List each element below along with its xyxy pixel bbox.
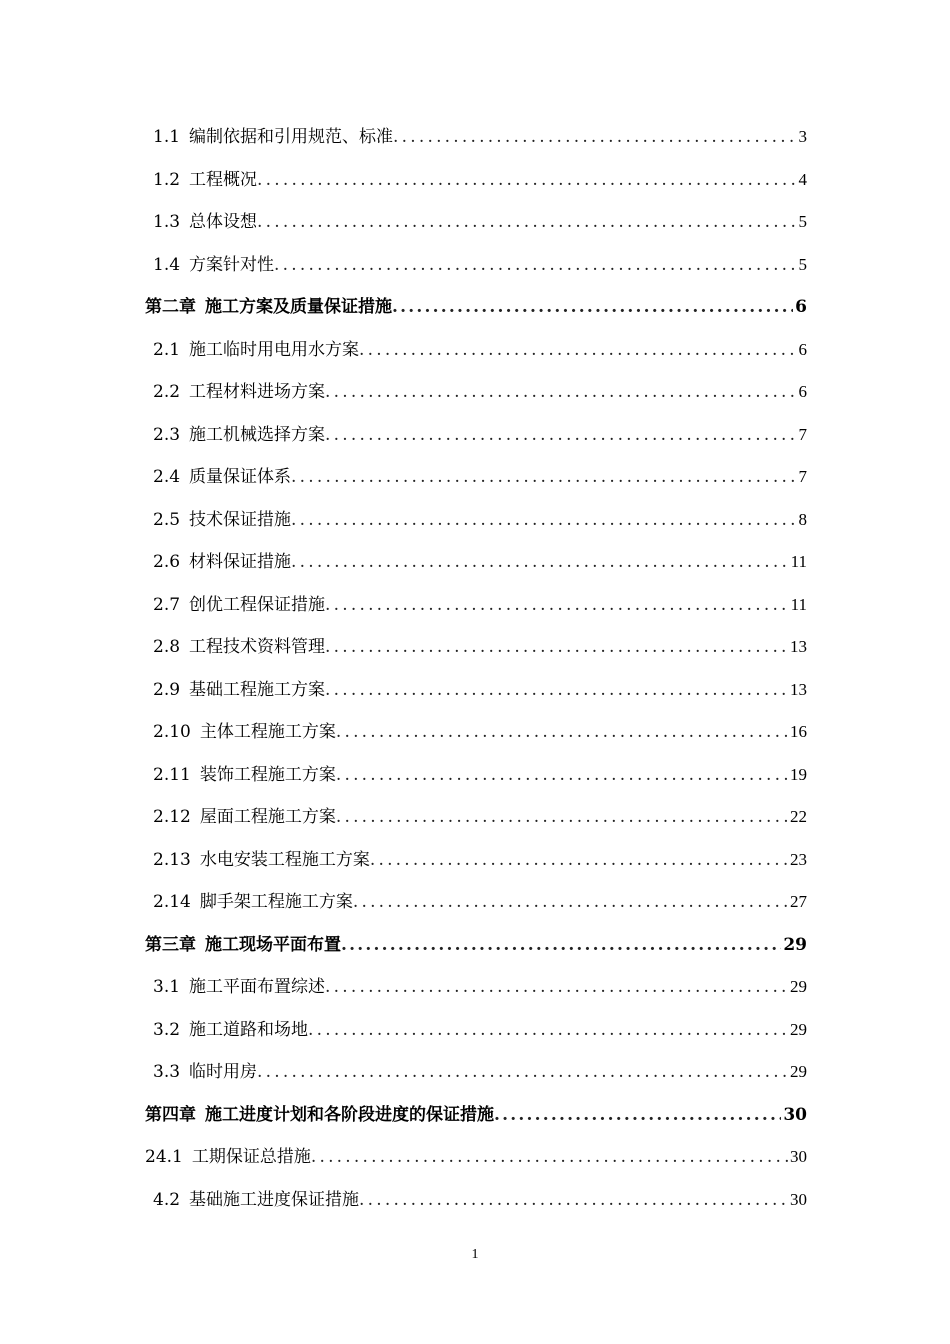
toc-number: 2.12 <box>153 807 191 827</box>
dot-leader <box>291 456 796 498</box>
toc-entry[interactable] <box>153 626 807 668</box>
dot-leader <box>257 201 796 243</box>
toc-title: 总体设想 <box>189 212 258 232</box>
toc-page-number: 6 <box>795 297 807 317</box>
toc-entry[interactable] <box>153 754 807 796</box>
toc-page-number: 4 <box>798 169 807 189</box>
page-footer-number: 1 <box>471 1247 479 1262</box>
dot-leader <box>341 924 781 966</box>
toc-page-number: 16 <box>790 722 807 741</box>
toc-page-number: 29 <box>790 1019 807 1039</box>
toc-entry[interactable] <box>153 839 807 881</box>
toc-entry[interactable] <box>153 159 807 201</box>
toc-number: 1.4 <box>153 254 181 275</box>
toc-page-number: 30 <box>783 1104 807 1125</box>
toc-page-number: 19 <box>790 764 807 784</box>
toc-page-number: 5 <box>798 254 807 274</box>
toc-entry[interactable] <box>153 1051 807 1093</box>
dot-leader <box>325 371 796 413</box>
toc-chapter-number: 第二章 <box>145 297 196 317</box>
toc-page-number: 11 <box>790 552 807 571</box>
toc-title: 工程材料进场方案 <box>189 382 326 402</box>
toc-number: 4.2 <box>153 1189 181 1210</box>
toc-page-number: 13 <box>790 679 807 699</box>
toc-page-number: 29 <box>783 934 807 955</box>
toc-chapter-number: 第三章 <box>145 934 196 955</box>
toc-entry[interactable] <box>153 456 807 498</box>
toc-entry[interactable] <box>153 881 807 923</box>
dot-leader <box>308 1009 788 1051</box>
toc-page-number: 27 <box>790 892 807 911</box>
toc-entry[interactable] <box>153 1179 807 1221</box>
toc-entry[interactable] <box>153 541 807 583</box>
toc-entry[interactable] <box>153 201 807 243</box>
toc-page-number: 30 <box>790 1189 807 1209</box>
toc-chapter-number: 第四章 <box>145 1104 196 1125</box>
toc-number: 2.10 <box>153 722 191 742</box>
dot-leader <box>291 541 789 583</box>
dot-leader <box>325 626 788 668</box>
toc-number: 2.3 <box>153 424 181 445</box>
toc-title: 工期保证总措施 <box>191 1147 311 1167</box>
dot-leader <box>336 754 788 796</box>
toc-number: 2.1 <box>153 339 181 360</box>
toc-number: 3.2 <box>153 1019 181 1040</box>
dot-leader <box>336 711 788 753</box>
toc-title: 施工机械选择方案 <box>189 424 326 445</box>
toc-title: 技术保证措施 <box>189 509 292 530</box>
dot-leader <box>494 1094 781 1136</box>
toc-page-number: 5 <box>798 212 807 231</box>
toc-title: 水电安装工程施工方案 <box>199 849 370 870</box>
toc-page-number: 22 <box>790 807 807 826</box>
dot-leader <box>353 881 788 923</box>
toc-title: 临时用房 <box>189 1062 258 1082</box>
toc-number: 2.4 <box>153 467 181 487</box>
toc-title: 工程概况 <box>189 169 258 190</box>
toc-number: 24.1 <box>145 1147 183 1167</box>
toc-page-number: 13 <box>790 637 807 656</box>
toc-title: 施工道路和场地 <box>189 1019 309 1040</box>
toc-title: 主体工程施工方案 <box>199 722 336 742</box>
toc-title: 编制依据和引用规范、标准 <box>189 127 394 147</box>
toc-page-number: 11 <box>790 594 807 614</box>
toc-page-number: 8 <box>798 509 807 529</box>
toc-number: 2.2 <box>153 382 181 402</box>
toc-page-number: 6 <box>798 382 807 401</box>
toc-number: 2.14 <box>153 892 191 912</box>
toc-page-number: 6 <box>798 339 807 359</box>
toc-number: 2.5 <box>153 509 181 530</box>
dot-leader <box>393 116 796 158</box>
dot-leader <box>392 286 793 328</box>
toc-entry[interactable] <box>153 371 807 413</box>
toc-number: 2.9 <box>153 679 181 700</box>
dot-leader <box>291 499 796 541</box>
dot-leader <box>325 966 788 1008</box>
dot-leader <box>311 1136 788 1178</box>
toc-entry[interactable] <box>153 244 807 286</box>
toc-entry[interactable] <box>153 966 807 1008</box>
toc-number: 3.1 <box>153 977 181 997</box>
toc-chapter-entry[interactable] <box>145 1094 807 1136</box>
toc-title: 工程技术资料管理 <box>189 637 326 657</box>
dot-leader <box>257 1051 788 1093</box>
toc-title: 基础施工进度保证措施 <box>189 1189 360 1210</box>
dot-leader <box>325 669 788 711</box>
toc-number: 2.7 <box>153 594 181 615</box>
dot-leader <box>274 244 796 286</box>
toc-number: 2.8 <box>153 637 181 657</box>
toc-entry[interactable] <box>153 711 807 753</box>
toc-title: 材料保证措施 <box>189 552 292 572</box>
dot-leader <box>336 796 788 838</box>
toc-title: 施工临时用电用水方案 <box>189 339 360 360</box>
toc-title: 施工平面布置综述 <box>189 977 326 997</box>
toc-entry[interactable] <box>153 796 807 838</box>
dot-leader <box>370 839 788 881</box>
toc-page-number: 30 <box>790 1147 807 1166</box>
toc-page-number: 7 <box>798 424 807 444</box>
toc-chapter-title: 施工方案及质量保证措施 <box>205 297 392 317</box>
toc-entry[interactable] <box>153 329 807 371</box>
dot-leader <box>257 159 796 201</box>
toc-entry[interactable] <box>153 116 807 158</box>
toc-number: 2.13 <box>153 849 191 870</box>
toc-title: 基础工程施工方案 <box>189 679 326 700</box>
toc-number: 1.3 <box>153 212 181 232</box>
toc-title: 创优工程保证措施 <box>189 594 326 615</box>
toc-number: 3.3 <box>153 1062 181 1082</box>
toc-page-number: 3 <box>798 127 807 146</box>
toc-chapter-title: 施工现场平面布置 <box>205 934 341 955</box>
dot-leader <box>325 414 796 456</box>
dot-leader <box>325 584 789 626</box>
toc-chapter-entry[interactable] <box>145 924 807 966</box>
toc-entry[interactable] <box>153 499 807 541</box>
toc-title: 方案针对性 <box>189 254 275 275</box>
toc-page-number: 23 <box>790 849 807 869</box>
toc-number: 2.6 <box>153 552 181 572</box>
toc-chapter-title: 施工进度计划和各阶段进度的保证措施 <box>205 1104 494 1125</box>
toc-number: 2.11 <box>153 764 191 785</box>
toc-chapter-entry[interactable] <box>145 286 807 328</box>
toc-page-number: 29 <box>790 1062 807 1081</box>
toc-page-number: 29 <box>790 977 807 996</box>
toc-entry[interactable] <box>153 1009 807 1051</box>
toc-title: 脚手架工程施工方案 <box>199 892 353 912</box>
toc-page-number: 7 <box>798 467 807 486</box>
toc-entry[interactable] <box>145 1136 807 1178</box>
toc-entry[interactable] <box>153 414 807 456</box>
dot-leader <box>359 329 796 371</box>
toc-number: 1.1 <box>153 127 181 147</box>
toc-title: 质量保证体系 <box>189 467 292 487</box>
dot-leader <box>359 1179 788 1221</box>
toc-entry[interactable] <box>153 584 807 626</box>
toc-entry[interactable] <box>153 669 807 711</box>
toc-title: 屋面工程施工方案 <box>199 807 336 827</box>
toc-number: 1.2 <box>153 169 181 190</box>
toc-title: 装饰工程施工方案 <box>199 764 336 785</box>
